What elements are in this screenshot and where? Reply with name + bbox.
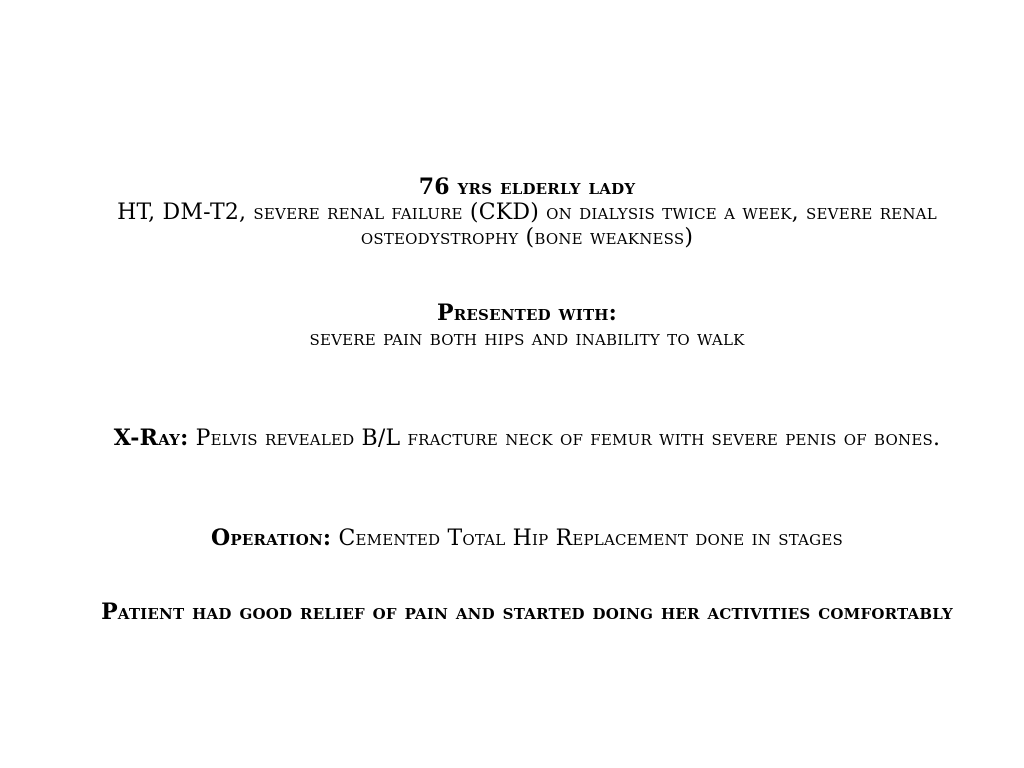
patient-history: HT, DM-T2, severe renal failure (CKD) on dialysis twice a week, severe renal osteodystrophy (bone weakness) — [117, 200, 937, 250]
xray-section — [50, 426, 1004, 451]
operation-paragraph — [60, 526, 994, 551]
xray-text: Pelvis revealed B/L fracture neck of femur with severe penis of bones. — [195, 426, 941, 451]
xray-paragraph — [50, 426, 1004, 451]
presentation-section — [60, 301, 994, 351]
presentation-label: Presented with: — [437, 300, 617, 326]
operation-label: Operation: — [211, 525, 332, 551]
outcome-section — [80, 600, 974, 625]
xray-label: X-Ray: — [113, 425, 189, 451]
operation-section — [60, 526, 994, 551]
outcome-text: Patient had good relief of pain and started doing her activities comfortably — [101, 599, 953, 625]
patient-heading: 76 yrs elderly lady — [418, 174, 636, 200]
patient-section — [60, 175, 994, 250]
presentation-text: severe pain both hips and inability to walk — [309, 326, 745, 351]
operation-text: Cemented Total Hip Replacement done in stages — [338, 526, 843, 551]
